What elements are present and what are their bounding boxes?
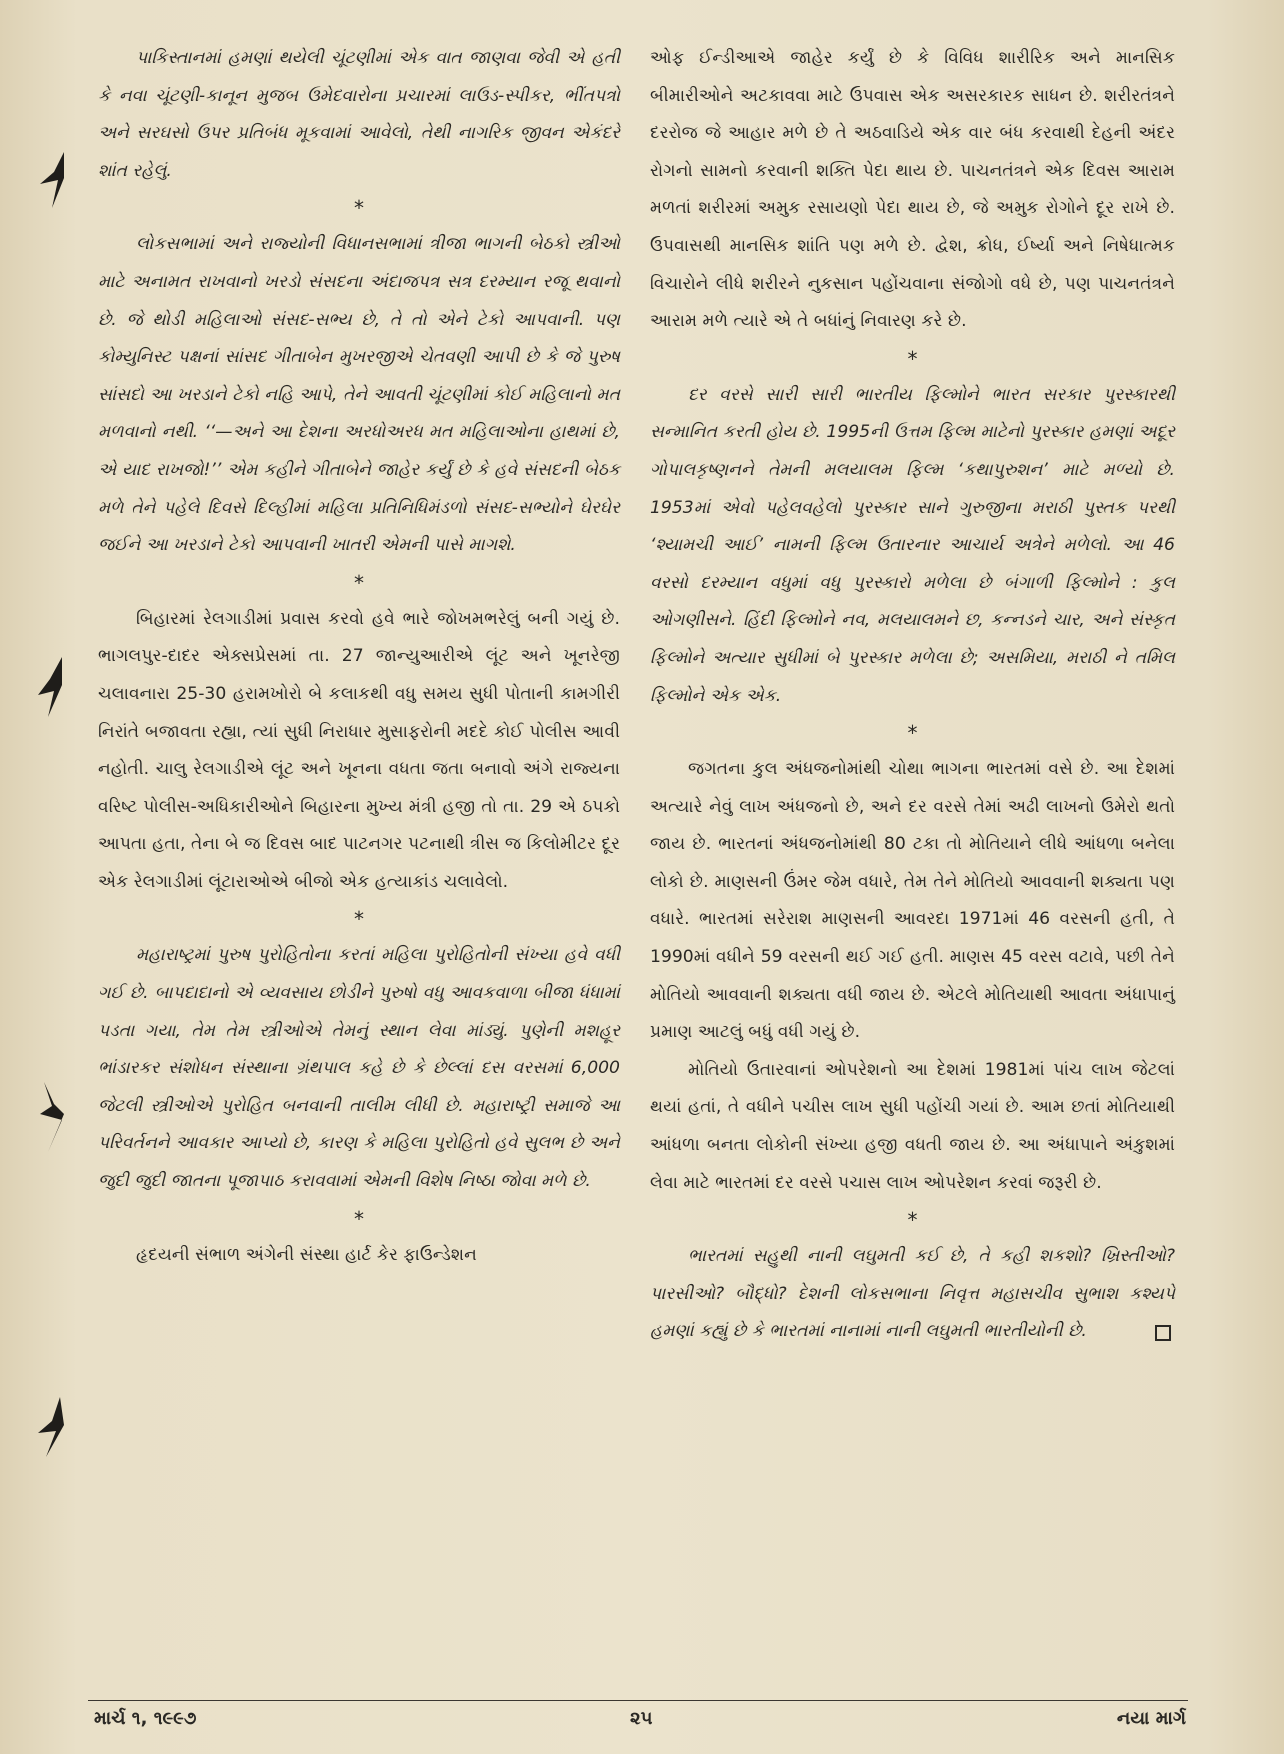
- article-paragraph: [98, 937, 620, 1200]
- torn-paper-mark: [34, 655, 70, 719]
- paragraph-text: હૃદયની સંભાળ અંગેની સંસ્થા હાર્ટ કેર ફાઉન્ડેશન: [136, 1244, 477, 1265]
- left-column: [98, 40, 620, 1274]
- paragraph-text: દર વરસે સારી સારી ભારતીય ફિલ્મોને ભારત સરકાર પુરસ્કારથી સન્માનિત કરતી હોય છે. 1995ની ઉત્તમ ફિલ્મ માટેનો પુરસ્કાર હમણાં અદૂર ગોપાલકૃષ્ણનને તેમની મલયાલમ ફિલ્મ ‘કથાપુરુશન’ માટે મળ્યો છે. 1953માં એવો પહેલવહેલો પુરસ્કાર સાને ગુરુજીના મરાઠી પુસ્તક પરથી ‘શ્યામચી આઈ’ નામની ફિલ્મ ઉતારનાર આચાર્ય અત્રેને મળેલો. આ 46 વરસો દરમ્યાન વધુમાં વધુ પુરસ્કારો મળેલા છે બંગાળી ફિલ્મોને : કુલ ઓગણીસને. હિંદી ફિલ્મોને નવ, મલયાલમને છ, કન્નડને ચાર, અને સંસ્કૃત ફિલ્મોને અત્યાર સુધીમાં બે પુરસ્કાર મળેલા છે; અસમિયા, મરાઠી ને તમિલ ફિલ્મોને એક એક.: [650, 384, 1175, 706]
- section-separator: *: [354, 907, 364, 932]
- paragraph-text: જગતના કુલ અંધજનોમાંથી ચોથા ભાગના ભારતમાં વસે છે. આ દેશમાં અત્યારે નેવું લાખ અંધજનો છે, અને દર વરસે તેમાં અઢી લાખનો ઉમેરો થતો જાય છે. ભારતનાં અંધજનોમાંથી 80 ટકા તો મોતિયાને લીધે આંધળા બનેલા લોકો છે. માણસની ઉંમર જેમ વધારે, તેમ તેને મોતિયો આવવાની શક્યતા પણ વધારે. ભારતમાં સરેરાશ માણસની આવરદા 1971માં 46 વરસની હતી, તે 1990માં વધીને 59 વરસની થઈ ગઈ હતી. માણસ 45 વરસ વટાવે, પછી તેને મોતિયો આવવાની શક્યતા વધી જાય છે. એટલે મોતિયાથી આવતા અંધાપાનું પ્રમાણ આટલું બધું વધી ગયું છે.: [650, 759, 1175, 1043]
- section-separator: *: [907, 1208, 918, 1233]
- paragraph-text: મોતિયો ઉતારવાનાં ઓપરેશનો આ દેશમાં 1981માં પાંચ લાખ જેટલાં થયાં હતાં, તે વધીને પચીસ લાખ સુધી પહોંચી ગયાં છે. આમ છતાં મોતિયાથી આંધળા બનતા લોકોની સંખ્યા હજી વધતી જાય છે. આ અંધાપાને અંકુશમાં લેવા માટે ભારતમાં દર વરસે પચાસ લાખ ઓપરેશન કરવાં જરૂરી છે.: [650, 1059, 1175, 1193]
- article-paragraph: [650, 751, 1175, 1052]
- footer-rule: [88, 1700, 1188, 1701]
- paragraph-text: પાકિસ્તાનમાં હમણાં થયેલી ચૂંટણીમાં એક વાત જાણવા જેવી એ હતી કે નવા ચૂંટણી-કાનૂન મુજબ ઉમેદવારોના પ્રચારમાં લાઉડ-સ્પીકર, ભીંતપત્રો અને સરઘસો ઉપર પ્રતિબંધ મૂકવામાં આવેલો, તેથી નાગરિક જીવન એકંદરે શાંત રહેલું.: [98, 48, 620, 181]
- end-of-article-square-icon: [1155, 1325, 1171, 1341]
- section-separator: *: [354, 196, 364, 221]
- page-number: ૨૫: [630, 1708, 653, 1729]
- paragraph-text: ભારતમાં સહુથી નાની લઘુમતી કઈ છે, તે કહી શકશો? ખ્રિસ્તીઓ? પારસીઓ? બૌદ્ધો? દેશની લોકસભાના નિવૃત્ત મહાસચીવ સુભાશ કશ્યપે હમણાં કહ્યું છે કે ભારતમાં નાનામાં નાની લઘુમતી ભારતીયોની છે.: [650, 1246, 1175, 1342]
- torn-paper-mark: [34, 150, 70, 210]
- right-column: [650, 40, 1175, 1351]
- paragraph-text: મહારાષ્ટ્રમાં પુરુષ પુરોહિતોના કરતાં મહિલા પુરોહિતોની સંખ્યા હવે વધી ગઈ છે. બાપદાદાનો એ વ્યવસાય છોડીને પુરુષો વધુ આવકવાળા બીજા ધંધામાં પડતા ગયા, તેમ તેમ સ્ત્રીઓએ તેમનું સ્થાન લેવા માંડ્યું. પુણેની મશહૂર ભાંડારકર સંશોધન સંસ્થાના ગ્રંથપાલ કહે છે કે છેલ્લાં દસ વરસમાં 6,000 જેટલી સ્ત્રીઓએ પુરોહિત બનવાની તાલીમ લીધી છે. મહારાષ્ટ્રી સમાજે આ પરિવર્તનને આવકાર આપ્યો છે, કારણ કે મહિલા પુરોહિતો હવે સુલભ છે અને જુદી જુદી જાતના પૂજાપાઠ કરાવવામાં એમની વિશેષ નિષ્ઠા જોવા મળે છે.: [98, 945, 620, 1192]
- paragraph-text: ઓફ ઈન્ડીઆએ જાહેર કર્યું છે કે વિવિધ શારીરિક અને માનસિક બીમારીઓને અટકાવવા માટે ઉપવાસ એક અસરકારક સાધન છે. શરીરતંત્રને દરરોજ જે આહાર મળે છે તે અઠવાડિયે એક વાર બંધ કરવાથી દેહની અંદર રોગનો સામનો કરવાની શક્તિ પેદા થાય છે. પાચનતંત્રને એક દિવસ આરામ મળતાં શરીરમાં અમુક રસાયણો પેદા થાય છે, જે અમુક રોગોને દૂર રાખે છે. ઉપવાસથી માનસિક શાંતિ પણ મળે છે. દ્વેશ, ક્રોધ, ઈર્ષ્યા અને નિષેધાત્મક વિચારોને લીધે શરીરને નુકસાન પહોંચવાના સંજોગો વધે છે, પણ પાચનતંત્રને આરામ મળે ત્યારે એ તે બધાંનું નિવારણ કરે છે.: [650, 48, 1175, 332]
- torn-paper-mark: [34, 1395, 70, 1459]
- article-paragraph: [98, 40, 620, 190]
- paragraph-text: બિહારમાં રેલગાડીમાં પ્રવાસ કરવો હવે ભારે જોખમભરેલું બની ગયું છે. ભાગલપુર-દાદર એક્સપ્રેસમાં તા. 27 જાન્યુઆરીએ લૂંટ અને ખૂનરેજી ચલાવનારા 25-30 હરામખોરો બે કલાકથી વધુ સમય સુધી પોતાની કામગીરી નિરાંતે બજાવતા રહ્યા, ત્યાં સુધી નિરાધાર મુસાફરોની મદદે કોઈ પોલીસ આવી નહોતી. ચાલુ રેલગાડીએ લૂંટ અને ખૂનના વધતા જતા બનાવો અંગે રાજ્યના વરિષ્ટ પોલીસ-અધિકારીઓને બિહારના મુખ્ય મંત્રી હજી તો તા. 29 એ ઠપકો આપતા હતા, તેના બે જ દિવસ બાદ પાટનગર પટનાથી ત્રીસ જ કિલોમીટર દૂર એક રેલગાડીમાં લૂંટારાઓએ બીજો એક હત્યાકાંડ ચલાવેલો.: [98, 608, 620, 892]
- article-paragraph: [650, 1052, 1175, 1202]
- magazine-name: નયા માર્ગ: [1116, 1708, 1186, 1729]
- article-paragraph: [650, 1238, 1175, 1351]
- section-separator: *: [354, 1206, 364, 1231]
- article-paragraph: [650, 377, 1175, 715]
- article-paragraph: [98, 601, 620, 902]
- section-separator: *: [354, 570, 364, 595]
- section-separator: *: [907, 346, 918, 371]
- article-paragraph: [98, 1237, 620, 1275]
- footer-date: માર્ચ ૧, ૧૯૯૭: [94, 1708, 197, 1729]
- paragraph-text: લોકસભામાં અને રાજ્યોની વિધાનસભામાં ત્રીજા ભાગની બેઠકો સ્ત્રીઓ માટે અનામત રાખવાનો ખરડો સંસદના અંદાજપત્ર સત્ર દરમ્યાન રજૂ થવાનો છે. જે થોડી મહિલાઓ સંસદ-સભ્ય છે, તે તો એને ટેકો આપવાની. પણ કોમ્યુનિસ્ટ પક્ષનાં સાંસદ ગીતાબેન મુખરજીએ ચેતવણી આપી છે કે જે પુરુષ સાંસદો આ ખરડાને ટેકો નહિ આપે, તેને આવતી ચૂંટણીમાં કોઈ મહિલાનો મત મળવાનો નથી. ‘‘—અને આ દેશના અરધોઅરધ મત મહિલાઓના હાથમાં છે, એ યાદ રાખજો!’’ એમ કહીને ગીતાબેને જાહેર કર્યું છે કે હવે સંસદની બેઠક મળે તેને પહેલે દિવસે દિલ્હીમાં મહિલા પ્રતિનિધિમંડળો સંસદ-સભ્યોને ઘેરઘેર જઈને આ ખરડાને ટેકો આપવાની ખાતરી એમની પાસે માગશે.: [98, 234, 620, 556]
- section-separator: *: [907, 721, 918, 746]
- article-paragraph: [98, 226, 620, 564]
- torn-paper-mark: [34, 1080, 70, 1154]
- article-paragraph: [650, 40, 1175, 341]
